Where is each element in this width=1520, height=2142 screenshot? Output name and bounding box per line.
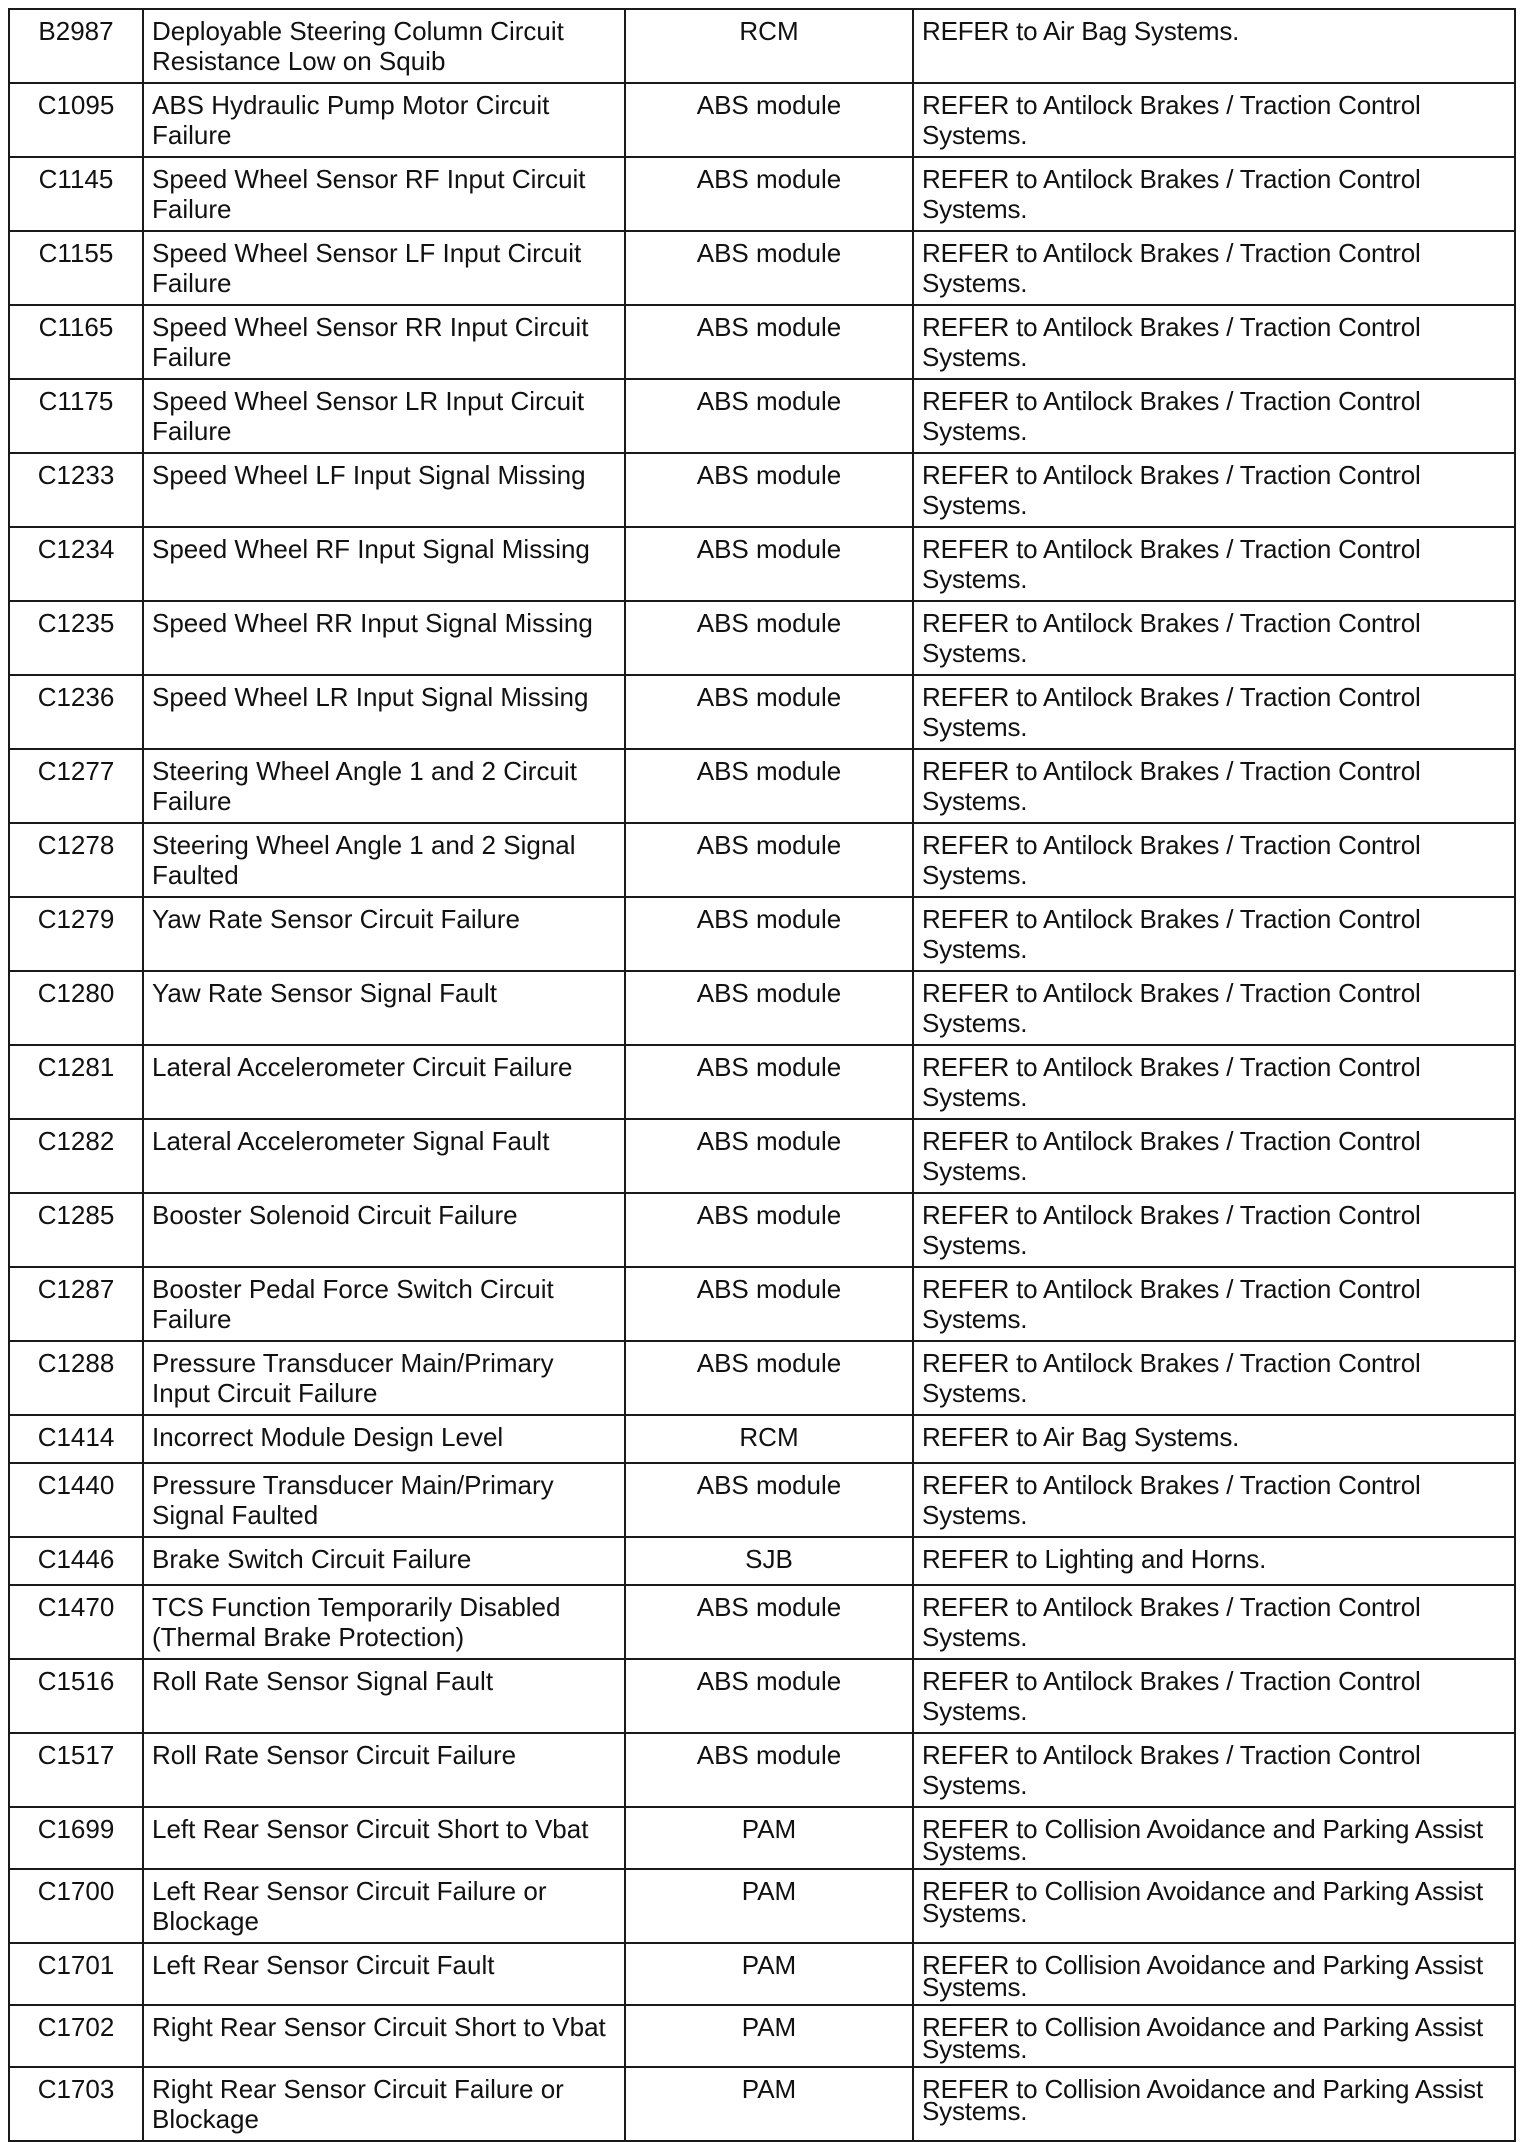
dtc-action: REFER to Antilock Brakes / Traction Control Systems. [913, 897, 1515, 971]
dtc-action: REFER to Air Bag Systems. [913, 9, 1515, 83]
dtc-action: REFER to Antilock Brakes / Traction Control Systems. [913, 1193, 1515, 1267]
dtc-module: RCM [625, 1415, 913, 1463]
table-row [9, 823, 1515, 897]
dtc-code: C1175 [9, 379, 143, 453]
table-row [9, 157, 1515, 231]
dtc-code: C1700 [9, 1869, 143, 1943]
dtc-action: REFER to Antilock Brakes / Traction Control Systems. [913, 305, 1515, 379]
dtc-module: ABS module [625, 157, 913, 231]
dtc-description: Speed Wheel LF Input Signal Missing [143, 453, 625, 527]
dtc-action: REFER to Antilock Brakes / Traction Control Systems. [913, 231, 1515, 305]
dtc-module: ABS module [625, 1585, 913, 1659]
dtc-action: REFER to Antilock Brakes / Traction Control Systems. [913, 601, 1515, 675]
dtc-code: C1165 [9, 305, 143, 379]
dtc-module: ABS module [625, 305, 913, 379]
dtc-description: Lateral Accelerometer Signal Fault [143, 1119, 625, 1193]
table-row [9, 305, 1515, 379]
dtc-action: REFER to Antilock Brakes / Traction Control Systems. [913, 1045, 1515, 1119]
dtc-module: ABS module [625, 1193, 913, 1267]
table-row [9, 1463, 1515, 1537]
table-row [9, 2067, 1515, 2141]
dtc-action: REFER to Antilock Brakes / Traction Control Systems. [913, 1341, 1515, 1415]
dtc-description: Yaw Rate Sensor Circuit Failure [143, 897, 625, 971]
dtc-code: C1234 [9, 527, 143, 601]
dtc-action: REFER to Air Bag Systems. [913, 1415, 1515, 1463]
dtc-action: REFER to Antilock Brakes / Traction Control Systems. [913, 675, 1515, 749]
dtc-description: Steering Wheel Angle 1 and 2 Circuit Failure [143, 749, 625, 823]
dtc-code: B2987 [9, 9, 143, 83]
table-row [9, 1659, 1515, 1733]
dtc-action: REFER to Antilock Brakes / Traction Control Systems. [913, 1659, 1515, 1733]
dtc-module: PAM [625, 2067, 913, 2141]
table-row [9, 1943, 1515, 2005]
dtc-module: ABS module [625, 1341, 913, 1415]
table-row [9, 83, 1515, 157]
dtc-description: Deployable Steering Column Circuit Resistance Low on Squib [143, 9, 625, 83]
dtc-description: Pressure Transducer Main/Primary Signal Faulted [143, 1463, 625, 1537]
dtc-module: ABS module [625, 675, 913, 749]
dtc-module: ABS module [625, 823, 913, 897]
dtc-description: Roll Rate Sensor Circuit Failure [143, 1733, 625, 1807]
table-row [9, 1415, 1515, 1463]
dtc-action: REFER to Antilock Brakes / Traction Control Systems. [913, 823, 1515, 897]
dtc-action: REFER to Collision Avoidance and Parking Assist Systems. [913, 1807, 1515, 1869]
dtc-module: ABS module [625, 601, 913, 675]
table-row [9, 1045, 1515, 1119]
dtc-action: REFER to Lighting and Horns. [913, 1537, 1515, 1585]
dtc-description: Left Rear Sensor Circuit Short to Vbat [143, 1807, 625, 1869]
dtc-action: REFER to Collision Avoidance and Parking Assist Systems. [913, 2067, 1515, 2141]
table-row [9, 379, 1515, 453]
dtc-code: C1281 [9, 1045, 143, 1119]
dtc-action: REFER to Antilock Brakes / Traction Control Systems. [913, 1463, 1515, 1537]
dtc-module: ABS module [625, 749, 913, 823]
table-row [9, 1537, 1515, 1585]
dtc-description: ABS Hydraulic Pump Motor Circuit Failure [143, 83, 625, 157]
dtc-code: C1095 [9, 83, 143, 157]
dtc-code: C1470 [9, 1585, 143, 1659]
dtc-description: Speed Wheel Sensor RR Input Circuit Failure [143, 305, 625, 379]
dtc-action: REFER to Antilock Brakes / Traction Control Systems. [913, 1585, 1515, 1659]
dtc-description: Speed Wheel RF Input Signal Missing [143, 527, 625, 601]
dtc-code: C1279 [9, 897, 143, 971]
dtc-code: C1278 [9, 823, 143, 897]
dtc-description: Yaw Rate Sensor Signal Fault [143, 971, 625, 1045]
dtc-description: Roll Rate Sensor Signal Fault [143, 1659, 625, 1733]
dtc-description: Booster Pedal Force Switch Circuit Failure [143, 1267, 625, 1341]
table-row [9, 1869, 1515, 1943]
dtc-module: PAM [625, 2005, 913, 2067]
dtc-description: Speed Wheel LR Input Signal Missing [143, 675, 625, 749]
dtc-action: REFER to Antilock Brakes / Traction Control Systems. [913, 971, 1515, 1045]
dtc-module: ABS module [625, 1045, 913, 1119]
dtc-description: Speed Wheel Sensor RF Input Circuit Failure [143, 157, 625, 231]
dtc-action: REFER to Collision Avoidance and Parking Assist Systems. [913, 1869, 1515, 1943]
dtc-code: C1235 [9, 601, 143, 675]
dtc-code: C1699 [9, 1807, 143, 1869]
dtc-code: C1702 [9, 2005, 143, 2067]
dtc-code: C1282 [9, 1119, 143, 1193]
dtc-module: ABS module [625, 1119, 913, 1193]
dtc-module: ABS module [625, 971, 913, 1045]
table-row [9, 971, 1515, 1045]
table-row [9, 1733, 1515, 1807]
dtc-description: Right Rear Sensor Circuit Short to Vbat [143, 2005, 625, 2067]
dtc-code: C1280 [9, 971, 143, 1045]
dtc-module: SJB [625, 1537, 913, 1585]
table-row [9, 675, 1515, 749]
dtc-action: REFER to Antilock Brakes / Traction Control Systems. [913, 157, 1515, 231]
dtc-code: C1516 [9, 1659, 143, 1733]
dtc-code: C1285 [9, 1193, 143, 1267]
dtc-module: ABS module [625, 897, 913, 971]
dtc-action: REFER to Antilock Brakes / Traction Control Systems. [913, 83, 1515, 157]
dtc-action: REFER to Antilock Brakes / Traction Control Systems. [913, 1733, 1515, 1807]
dtc-table [8, 8, 1516, 2142]
dtc-description: Speed Wheel RR Input Signal Missing [143, 601, 625, 675]
dtc-description: Left Rear Sensor Circuit Failure or Blockage [143, 1869, 625, 1943]
table-row [9, 1267, 1515, 1341]
dtc-action: REFER to Antilock Brakes / Traction Control Systems. [913, 749, 1515, 823]
table-row [9, 1193, 1515, 1267]
dtc-description: Brake Switch Circuit Failure [143, 1537, 625, 1585]
table-row [9, 1119, 1515, 1193]
dtc-code: C1155 [9, 231, 143, 305]
dtc-action: REFER to Antilock Brakes / Traction Control Systems. [913, 1267, 1515, 1341]
table-row [9, 1585, 1515, 1659]
table-row [9, 9, 1515, 83]
dtc-module: ABS module [625, 453, 913, 527]
dtc-description: Steering Wheel Angle 1 and 2 Signal Faulted [143, 823, 625, 897]
dtc-module: ABS module [625, 1659, 913, 1733]
dtc-action: REFER to Collision Avoidance and Parking Assist Systems. [913, 2005, 1515, 2067]
dtc-module: ABS module [625, 1733, 913, 1807]
table-row [9, 1341, 1515, 1415]
dtc-module: ABS module [625, 231, 913, 305]
table-row [9, 1807, 1515, 1869]
dtc-description: TCS Function Temporarily Disabled (Thermal Brake Protection) [143, 1585, 625, 1659]
dtc-module: PAM [625, 1807, 913, 1869]
table-row [9, 2005, 1515, 2067]
dtc-action: REFER to Antilock Brakes / Traction Control Systems. [913, 1119, 1515, 1193]
dtc-module: PAM [625, 1869, 913, 1943]
dtc-code: C1145 [9, 157, 143, 231]
table-row [9, 749, 1515, 823]
dtc-module: PAM [625, 1943, 913, 2005]
dtc-module: ABS module [625, 379, 913, 453]
dtc-module: ABS module [625, 527, 913, 601]
dtc-description: Speed Wheel Sensor LR Input Circuit Failure [143, 379, 625, 453]
dtc-description: Speed Wheel Sensor LF Input Circuit Failure [143, 231, 625, 305]
dtc-module: RCM [625, 9, 913, 83]
dtc-module: ABS module [625, 1267, 913, 1341]
table-row [9, 453, 1515, 527]
dtc-description: Pressure Transducer Main/Primary Input Circuit Failure [143, 1341, 625, 1415]
table-row [9, 897, 1515, 971]
dtc-code: C1701 [9, 1943, 143, 2005]
dtc-code: C1236 [9, 675, 143, 749]
dtc-code: C1517 [9, 1733, 143, 1807]
dtc-code: C1703 [9, 2067, 143, 2141]
dtc-module: ABS module [625, 1463, 913, 1537]
dtc-module: ABS module [625, 83, 913, 157]
dtc-code: C1440 [9, 1463, 143, 1537]
dtc-action: REFER to Antilock Brakes / Traction Control Systems. [913, 527, 1515, 601]
dtc-description: Right Rear Sensor Circuit Failure or Blockage [143, 2067, 625, 2141]
table-row [9, 601, 1515, 675]
dtc-code: C1288 [9, 1341, 143, 1415]
dtc-code: C1446 [9, 1537, 143, 1585]
dtc-action: REFER to Antilock Brakes / Traction Control Systems. [913, 453, 1515, 527]
dtc-description: Lateral Accelerometer Circuit Failure [143, 1045, 625, 1119]
dtc-code: C1414 [9, 1415, 143, 1463]
dtc-code: C1233 [9, 453, 143, 527]
dtc-action: REFER to Collision Avoidance and Parking Assist Systems. [913, 1943, 1515, 2005]
dtc-description: Booster Solenoid Circuit Failure [143, 1193, 625, 1267]
dtc-description: Incorrect Module Design Level [143, 1415, 625, 1463]
dtc-action: REFER to Antilock Brakes / Traction Control Systems. [913, 379, 1515, 453]
table-row [9, 231, 1515, 305]
dtc-description: Left Rear Sensor Circuit Fault [143, 1943, 625, 2005]
table-row [9, 527, 1515, 601]
dtc-code: C1277 [9, 749, 143, 823]
dtc-code: C1287 [9, 1267, 143, 1341]
